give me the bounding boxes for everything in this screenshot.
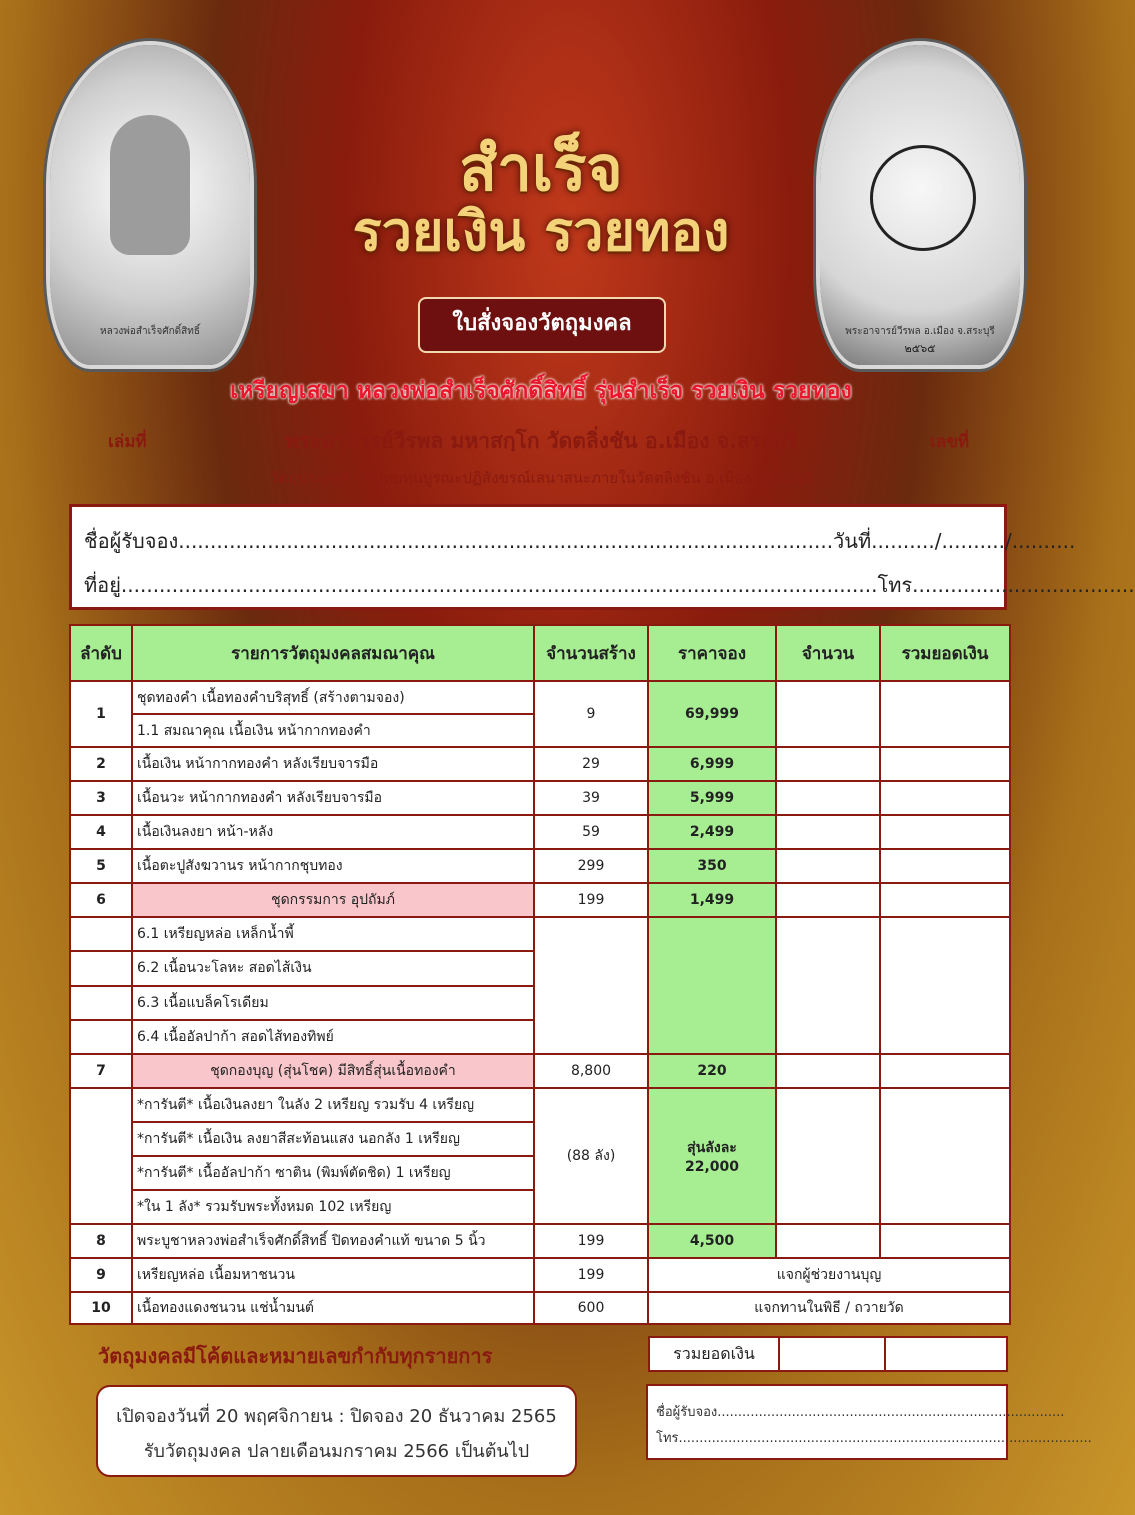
row-desc: *ใน 1 ลัง* รวมรับพระทั้งหมด 102 เหรียญ bbox=[132, 1190, 534, 1224]
row-built: 199 bbox=[534, 883, 648, 917]
row-total-cell[interactable] bbox=[880, 883, 1010, 917]
row-built-empty bbox=[534, 917, 648, 1053]
row-total-cell[interactable] bbox=[880, 781, 1010, 815]
row-total-cell[interactable] bbox=[880, 747, 1010, 781]
row-qty-cell[interactable] bbox=[776, 883, 880, 917]
header-qty: จำนวน bbox=[776, 625, 880, 681]
receiver-sign-field[interactable]: ชื่อผู้รับจอง.................................................................................... bbox=[656, 1405, 1065, 1420]
row-qty-cell[interactable] bbox=[776, 781, 880, 815]
row-built: 8,800 bbox=[534, 1054, 648, 1088]
table-row bbox=[70, 781, 1010, 815]
row-total-cell[interactable] bbox=[880, 681, 1010, 747]
grand-total-label: รวมยอดเงิน bbox=[650, 1338, 780, 1370]
main-title-line1: สำเร็จ bbox=[459, 132, 623, 205]
row-price bbox=[648, 1088, 776, 1224]
row-no: 1 bbox=[70, 681, 132, 747]
row-desc: 6.2 เนื้อนวะโลหะ สอดไส้เงิน bbox=[132, 951, 534, 985]
row-price: 5,999 bbox=[648, 781, 776, 815]
row-no: 4 bbox=[70, 815, 132, 849]
code-note: วัตถุมงคลมีโค้ตและหมายเลขกำกับทุกรายการ bbox=[98, 1344, 493, 1368]
row-total-cell[interactable] bbox=[880, 1088, 1010, 1224]
row-no: 8 bbox=[70, 1224, 132, 1258]
row-no: 3 bbox=[70, 781, 132, 815]
table-row bbox=[70, 815, 1010, 849]
row-desc: ชุดกรรมการ อุปถัมภ์ bbox=[132, 883, 534, 917]
row-total-cell[interactable] bbox=[880, 1054, 1010, 1088]
row-built: (88 ลัง) bbox=[534, 1088, 648, 1224]
header-desc: รายการวัตถุมงคลสมณาคุณ bbox=[132, 625, 534, 681]
row-no-empty bbox=[70, 917, 132, 951]
row-no-empty bbox=[70, 951, 132, 985]
grand-total-box bbox=[648, 1336, 1008, 1372]
row-built: 600 bbox=[534, 1292, 648, 1324]
booking-period: เปิดจองวันที่ 20 พฤศจิกายน : ปิดจอง 20 ธันวาคม 2565 bbox=[116, 1406, 557, 1427]
table-row bbox=[70, 681, 1010, 714]
row-qty-cell[interactable] bbox=[776, 681, 880, 747]
table-row bbox=[70, 917, 1010, 951]
order-form-badge: ใบสั่งจองวัตถุมงคล bbox=[418, 297, 666, 353]
row-no: 6 bbox=[70, 883, 132, 917]
amulet-right-inscription: พระอาจารย์วีรพล อ.เมือง จ.สระบุรี bbox=[845, 326, 995, 337]
row-price-empty bbox=[648, 917, 776, 1053]
table-row bbox=[70, 747, 1010, 781]
row-no-empty bbox=[70, 1020, 132, 1054]
row-no: 5 bbox=[70, 849, 132, 883]
row-no-empty bbox=[70, 1088, 132, 1224]
row-desc: เนื้อทองแดงชนวน แช่น้ำมนต์ bbox=[132, 1292, 534, 1324]
booking-dates-box bbox=[96, 1385, 577, 1477]
row-desc: เนื้อเงินลงยา หน้า-หลัง bbox=[132, 815, 534, 849]
row-qty-cell[interactable] bbox=[776, 1224, 880, 1258]
number-label: เลขที่ bbox=[930, 432, 970, 452]
main-title-line2: รวยเงิน รวยทอง bbox=[352, 199, 730, 263]
row-built: 199 bbox=[534, 1224, 648, 1258]
header-price: ราคาจอง bbox=[648, 625, 776, 681]
receiver-phone-field[interactable]: โทร.................................................................................................... bbox=[656, 1431, 1092, 1446]
table-row bbox=[70, 1292, 1010, 1324]
grand-total-qty-cell[interactable] bbox=[780, 1338, 886, 1370]
row-qty-cell[interactable] bbox=[776, 1054, 880, 1088]
header-built: จำนวนสร้าง bbox=[534, 625, 648, 681]
row-qty-cell[interactable] bbox=[776, 747, 880, 781]
header-total: รวมยอดเงิน bbox=[880, 625, 1010, 681]
row-built: 39 bbox=[534, 781, 648, 815]
row-price: 4,500 bbox=[648, 1224, 776, 1258]
row-price: 350 bbox=[648, 849, 776, 883]
amulet-right-year: ๒๕๖๕ bbox=[904, 342, 936, 355]
coin-title: เหรียญเสมา หลวงพ่อสำเร็จศักดิ์สิทธิ์ รุ่นสำเร็จ รวยเงิน รวยทอง bbox=[230, 378, 852, 404]
row-desc: เนื้อตะปูสังฆวานร หน้ากากชุบทอง bbox=[132, 849, 534, 883]
row-no: 2 bbox=[70, 747, 132, 781]
table-row bbox=[70, 1088, 1010, 1122]
lucky-box-price: 22,000 bbox=[684, 1158, 740, 1175]
row-desc: 6.1 เหรียญหล่อ เหล็กน้ำพี้ bbox=[132, 917, 534, 951]
table-row bbox=[70, 883, 1010, 917]
items-table bbox=[69, 624, 1011, 1325]
table-row bbox=[70, 1224, 1010, 1258]
row-desc: ชุดกองบุญ (สุ่นโชค) มีสิทธิ์สุ่นเนื้อทองคำ bbox=[132, 1054, 534, 1088]
row-qty-cell[interactable] bbox=[776, 815, 880, 849]
row-total-cell[interactable] bbox=[880, 1224, 1010, 1258]
purpose-line: วัตถุประสงค์ : สมทบทุนบูรณะปฏิสังขรณ์เสนาสนะภายในวัดตลิ่งชัน อ.เมือง จ.สระบุรี bbox=[270, 469, 812, 487]
row-desc: เนื้อเงิน หน้ากากทองคำ หลังเรียบจารมือ bbox=[132, 747, 534, 781]
row-built: 29 bbox=[534, 747, 648, 781]
lucky-box-label: สุ่นลังละ bbox=[687, 1139, 737, 1156]
row-price: 1,499 bbox=[648, 883, 776, 917]
pickup-period: รับวัตถุมงคล ปลายเดือนมกราคม 2566 เป็นต้นไป bbox=[143, 1441, 530, 1462]
row-desc: เหรียญหล่อ เนื้อมหาชนวน bbox=[132, 1258, 534, 1292]
row-built: 199 bbox=[534, 1258, 648, 1292]
grand-total-amount-cell[interactable] bbox=[886, 1338, 1006, 1370]
book-label: เล่มที่ bbox=[108, 432, 147, 452]
row-qty-cell[interactable] bbox=[776, 849, 880, 883]
row-price: 6,999 bbox=[648, 747, 776, 781]
row-desc: *การันตี* เนื้ออัลปาก้า ซาติน (พิมพ์ตัดชิด) 1 เหรียญ bbox=[132, 1156, 534, 1190]
row-built: 59 bbox=[534, 815, 648, 849]
row-no: 9 bbox=[70, 1258, 132, 1292]
monk-line: พระอาจารย์วีรพล มหาสกฺโก วัดตลิ่งชัน อ.เมือง จ.สระบุรี bbox=[284, 429, 798, 453]
table-row bbox=[70, 1258, 1010, 1292]
receiver-name-field[interactable]: ชื่อผู้รับจอง.......................................................................................................วันที่........../........../.......... bbox=[84, 529, 1076, 553]
amulet-left-inscription: หลวงพ่อสำเร็จศักดิ์สิทธิ์ bbox=[100, 326, 200, 337]
row-desc: พระบูชาหลวงพ่อสำเร็จศักดิ์สิทธิ์ ปิดทองคำแท้ ขนาด 5 นิ้ว bbox=[132, 1224, 534, 1258]
row-desc: 6.3 เนื้อแบล็คโรเดียม bbox=[132, 986, 534, 1020]
row-built: 9 bbox=[534, 681, 648, 747]
receiver-signature-box bbox=[646, 1384, 1092, 1460]
row-total-cell[interactable] bbox=[880, 849, 1010, 883]
receiver-form bbox=[69, 504, 1135, 610]
row-no: 10 bbox=[70, 1292, 132, 1324]
row-desc: ชุดทองคำ เนื้อทองคำบริสุทธิ์ (สร้างตามจอง) bbox=[132, 681, 534, 714]
row-built: 299 bbox=[534, 849, 648, 883]
row-no-empty bbox=[70, 986, 132, 1020]
row-no: 7 bbox=[70, 1054, 132, 1088]
row-desc: *การันตี* เนื้อเงิน ลงยาสีสะท้อนแสง นอกลัง 1 เหรียญ bbox=[132, 1122, 534, 1156]
address-field[interactable]: ที่อยู่.......................................................................................................................โทร................................... bbox=[84, 573, 1135, 597]
row-note: แจกผู้ช่วยงานบุญ bbox=[648, 1258, 1010, 1292]
row-desc: เนื้อนวะ หน้ากากทองคำ หลังเรียบจารมือ bbox=[132, 781, 534, 815]
row-desc: *การันตี* เนื้อเงินลงยา ในลัง 2 เหรียญ รวมรับ 4 เหรียญ bbox=[132, 1088, 534, 1122]
header-no: ลำดับ bbox=[70, 625, 132, 681]
row-desc: 1.1 สมณาคุณ เนื้อเงิน หน้ากากทองคำ bbox=[132, 714, 534, 747]
row-note: แจกทานในพิธี / ถวายวัด bbox=[648, 1292, 1010, 1324]
row-qty-cell[interactable] bbox=[776, 917, 880, 1053]
row-desc: 6.4 เนื้ออัลปาก้า สอดไส้ทองทิพย์ bbox=[132, 1020, 534, 1054]
row-price: 220 bbox=[648, 1054, 776, 1088]
row-total-cell[interactable] bbox=[880, 917, 1010, 1053]
row-total-cell[interactable] bbox=[880, 815, 1010, 849]
row-price: 2,499 bbox=[648, 815, 776, 849]
row-price: 69,999 bbox=[648, 681, 776, 747]
table-header-row bbox=[70, 625, 1010, 681]
row-qty-cell[interactable] bbox=[776, 1088, 880, 1224]
table-row bbox=[70, 1054, 1010, 1088]
table-row bbox=[70, 849, 1010, 883]
